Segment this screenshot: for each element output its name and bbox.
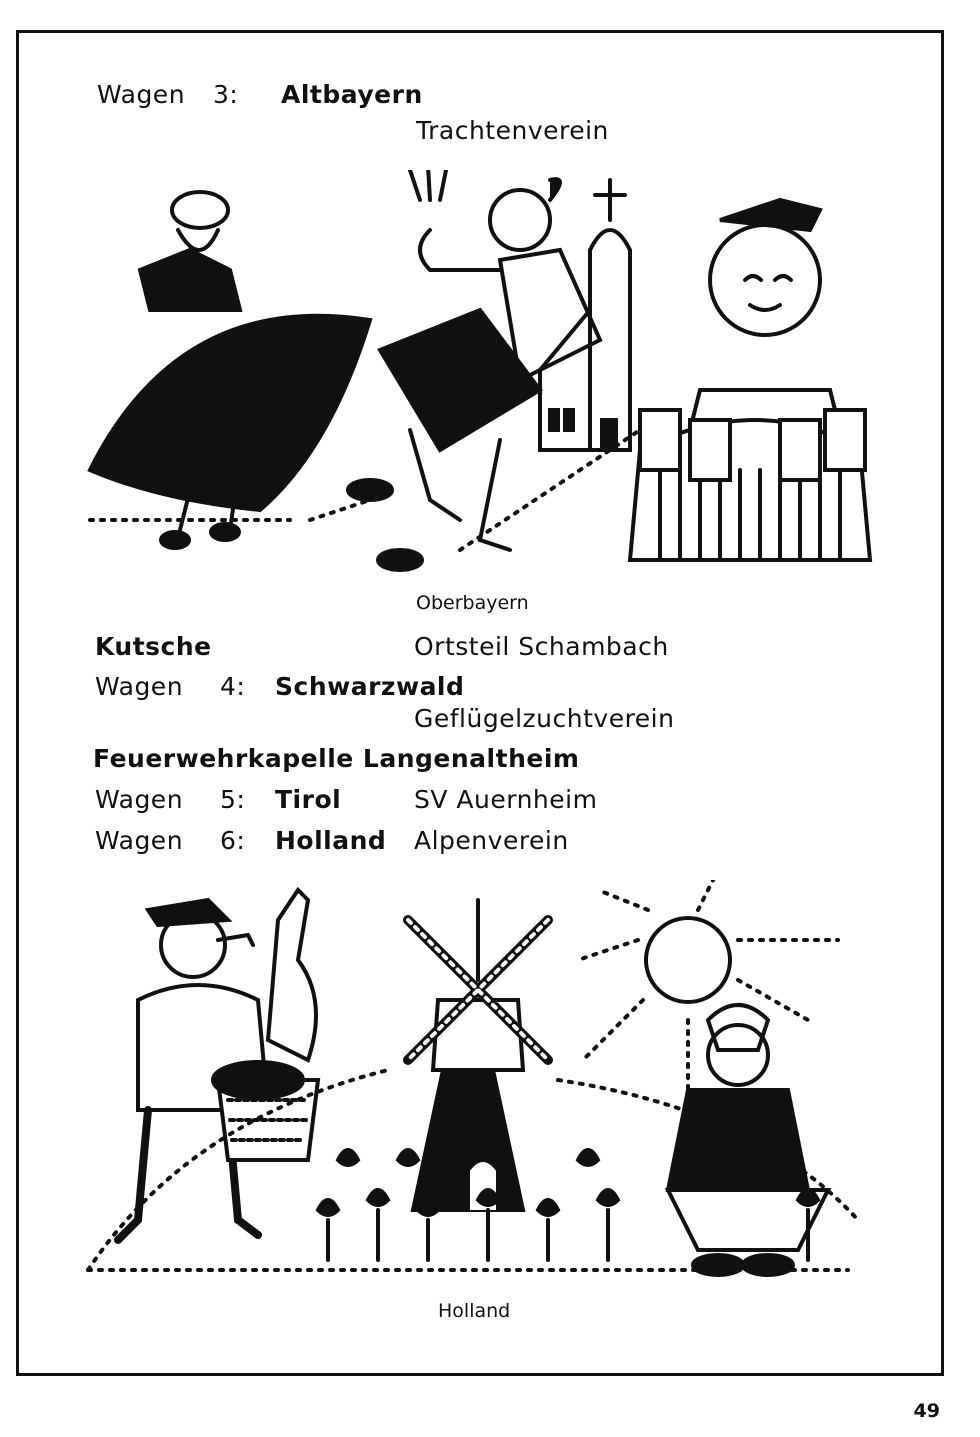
wagen-6-group: Alpenverein bbox=[414, 826, 569, 855]
page-number: 49 bbox=[913, 1400, 940, 1422]
wagen-5-theme: Tirol bbox=[275, 785, 342, 814]
kutsche-label: Kutsche bbox=[95, 632, 212, 661]
wagen-6-number: 6: bbox=[220, 826, 246, 855]
wagen-4-number: 4: bbox=[220, 672, 246, 701]
kutsche-group: Ortsteil Schambach bbox=[414, 632, 669, 661]
wagen-6-theme: Holland bbox=[275, 826, 387, 855]
wagen-3-theme: Altbayern bbox=[281, 80, 423, 109]
altbayern-illustration bbox=[80, 170, 880, 580]
wagen-5-label: Wagen bbox=[95, 785, 184, 814]
wagen-3-label: Wagen bbox=[97, 80, 186, 109]
holland-caption: Holland bbox=[438, 1300, 511, 1322]
wagen-4-theme: Schwarzwald bbox=[275, 672, 465, 701]
oberbayern-caption: Oberbayern bbox=[416, 592, 529, 614]
holland-illustration bbox=[78, 880, 868, 1290]
wagen-5-number: 5: bbox=[220, 785, 246, 814]
wagen-6-label: Wagen bbox=[95, 826, 184, 855]
wagen-3-group: Trachtenverein bbox=[416, 116, 609, 145]
wagen-4-label: Wagen bbox=[95, 672, 184, 701]
wagen-3-number: 3: bbox=[213, 80, 239, 109]
wagen-5-group: SV Auernheim bbox=[414, 785, 598, 814]
wagen-4-group: Geflügelzuchtverein bbox=[414, 704, 675, 733]
feuerwehrkapelle-label: Feuerwehrkapelle Langenaltheim bbox=[93, 744, 580, 773]
